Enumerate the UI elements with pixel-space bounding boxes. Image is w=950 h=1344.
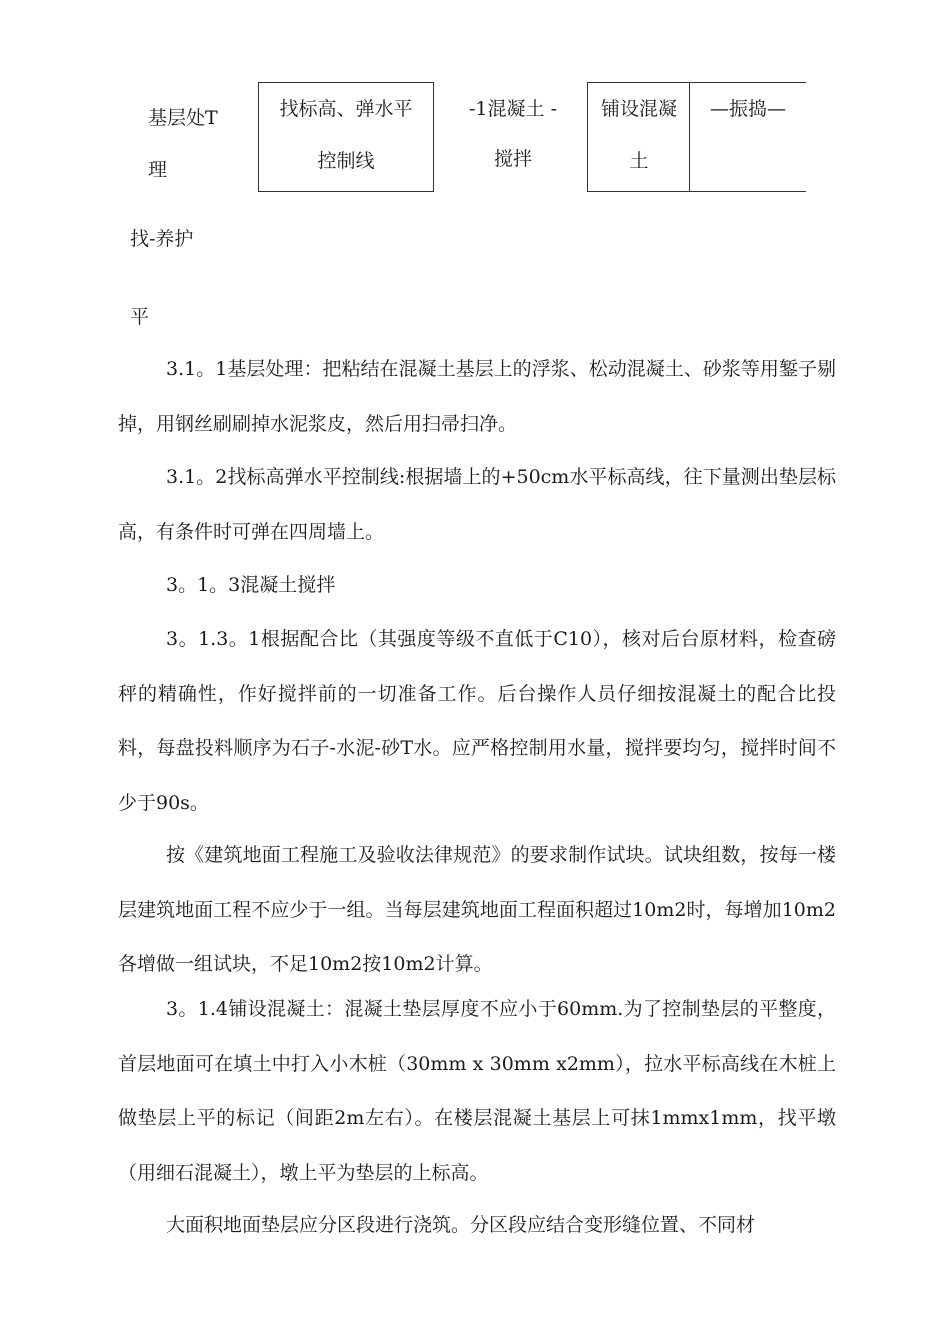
flow-side-text: 平 (130, 306, 150, 328)
flow-step-laying (587, 82, 690, 192)
paragraph-elevation: 3.1。2找标高弹水平控制线:根据墙上的+50cm水平标高线，往下量测出垫层标高，有条件时可弹在四周墙上。 (118, 466, 836, 543)
flow-step-text: 控制线 (317, 150, 375, 172)
process-flowchart (0, 82, 950, 192)
flow-step-text: 土 (629, 150, 649, 172)
paragraph-mix-ratio: 3。1.3。1根据配合比（其强度等级不直低于C10），核对后台原材料，检查磅秤的精确性，作好搅拌前的一切准备工作。后台操作人员仔细按混凝土的配合比投料，每盘投料顺序为石子-水泥-砂T水。应严格控制用水量，搅拌要均匀，搅拌时间不少于90s。 (118, 628, 836, 814)
flow-step-mixing (448, 84, 578, 184)
flow-step-text: -1混凝土 - (469, 98, 557, 120)
flow-side-text: 找-养护 (130, 228, 194, 250)
flow-step-vibrating (689, 82, 806, 192)
flow-step-text: 铺设混凝 (600, 98, 677, 120)
paragraph-base-treatment: 3.1。1基层处理：把粘结在混凝土基层上的浮浆、松动混凝土、砂浆等用錾子剔掉，用钢丝刷刷掉水泥浆皮，然后用扫帚扫净。 (118, 358, 836, 435)
paragraph-laying-concrete: 3。1.4铺设混凝土：混凝土垫层厚度不应小于60mm.为了控制垫层的平整度，首层地面可在填土中打入小木桩（30mm x 30mm x2mm），拉水平标高线在木桩上做垫层上平的标记（间距2m左右）。在楼层混凝土基层上可抹1mmx1mm，找平墩（用细石混凝土），墩上平为垫层的上标高。 (118, 998, 836, 1184)
paragraph-section-pouring: 大面积地面垫层应分区段进行浇筑。分区段应结合变形缝位置、不同材 (166, 1214, 756, 1236)
flow-step-base-treatment (148, 92, 238, 196)
flow-step-text: —振捣— (709, 98, 786, 120)
flow-step-text: 找标高、弹水平 (279, 98, 413, 120)
flow-step-text: 搅拌 (493, 148, 532, 170)
flow-step-text: 理 (148, 159, 168, 181)
flow-step-elevation (258, 82, 434, 192)
flow-step-text: 基层处T (148, 107, 218, 129)
paragraph-mixing-heading: 3。1。3混凝土搅拌 (166, 574, 336, 596)
paragraph-test-blocks: 按《建筑地面工程施工及验收法律规范》的要求制作试块。试块组数，按每一楼层建筑地面工程不应少于一组。当每层建筑地面工程面积超过10m2时，每增加10m2各增做一组试块，不足10m2按10m2计算。 (118, 844, 836, 975)
